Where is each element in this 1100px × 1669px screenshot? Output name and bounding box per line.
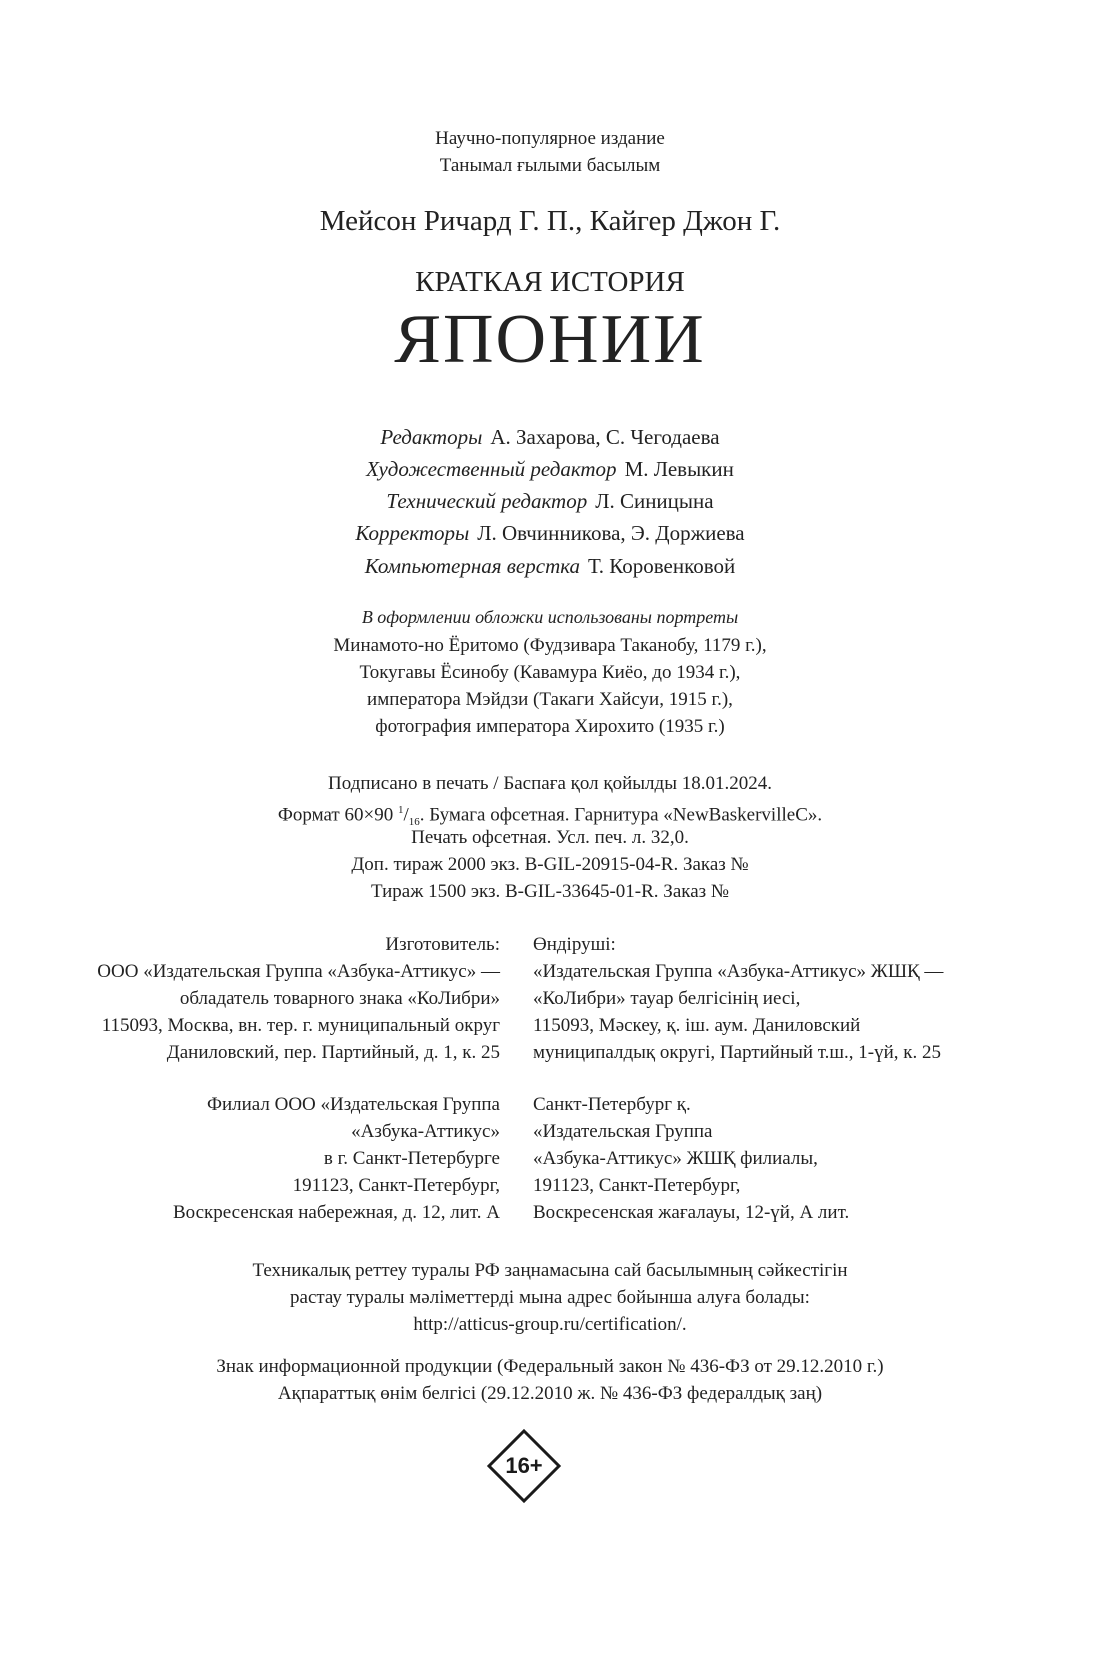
manufacturer-kz-line: Өндіруші: — [533, 934, 616, 955]
cover-line: Минамото-но Ёритомо (Фудзивара Таканобу, 1179 г.), — [333, 635, 767, 656]
certification-url: http://atticus-group.ru/certification/. — [413, 1314, 687, 1335]
manufacturer-kz-line: «КоЛибри» тауар белгісінің иесі, — [533, 988, 801, 1009]
genre-ru: Научно-популярное издание — [435, 128, 665, 149]
title-line1: КРАТКАЯ ИСТОРИЯ — [415, 266, 685, 298]
credit-name: М. Левыкин — [624, 457, 734, 481]
manufacturer-ru-line: Даниловский, пер. Партийный, д. 1, к. 25 — [166, 1042, 500, 1063]
branch-ru-line: 191123, Санкт-Петербург, — [292, 1175, 500, 1196]
print-line: Печать офсетная. Усл. печ. л. 32,0. — [411, 827, 689, 848]
format-slash: / — [403, 804, 409, 826]
run-line: Тираж 1500 экз. B-GIL-33645-01-R. Заказ № — [370, 881, 730, 902]
manufacturer-ru-line: ООО «Издательская Группа «Азбука-Аттикус» — — [97, 961, 500, 982]
extra-run-line: Доп. тираж 2000 экз. B-GIL-20915-04-R. Заказ № — [351, 854, 749, 875]
credit-role: Технический редактор — [386, 489, 588, 513]
credit-role: Художественный редактор — [366, 457, 617, 481]
branch-kz-line: «Издательская Группа — [533, 1121, 713, 1142]
certification-line: растау туралы мәліметтерді мына адрес бойынша алуға болады: — [290, 1287, 810, 1308]
format-numerator: 1 — [397, 804, 404, 816]
age-rating-text: 16+ — [505, 1453, 543, 1478]
branch-kz-line: Санкт-Петербург қ. — [533, 1094, 691, 1115]
credit-role: Корректоры — [355, 521, 470, 545]
signed-line: Подписано в печать / Баспаға қол қойылды 18.01.2024. — [328, 773, 772, 794]
manufacturer-ru-line: обладатель товарного знака «КоЛибри» — [179, 988, 500, 1009]
branch-kz-line: 191123, Санкт-Петербург, — [533, 1175, 741, 1196]
credit-role: Редакторы — [380, 425, 483, 449]
credit-art-editor — [0, 453, 1100, 485]
manufacturer-kz-line: 115093, Мәскеу, қ. іш. аум. Даниловский — [533, 1015, 861, 1036]
manufacturer-kz-line: «Издательская Группа «Азбука-Аттикус» ЖШҚ — — [533, 961, 944, 982]
branch-ru-line: в г. Санкт-Петербурге — [323, 1148, 500, 1169]
credit-name: Л. Синицына — [595, 489, 714, 513]
format-denominator: 16 — [408, 816, 420, 829]
branch-kz-line: Воскресенская жағалауы, 12-үй, А лит. — [533, 1202, 850, 1223]
credit-name: Л. Овчинникова, Э. Доржиева — [477, 521, 745, 545]
credit-tech-editor — [0, 485, 1100, 517]
info-sign-line: Знак информационной продукции (Федеральный закон № 436-ФЗ от 29.12.2010 г.) — [216, 1356, 884, 1377]
credit-layout — [0, 550, 1100, 582]
cover-heading: В оформлении обложки использованы портреты — [361, 607, 739, 627]
title-line2: ЯПОНИИ — [394, 301, 706, 378]
manufacturer-ru-line: 115093, Москва, вн. тер. г. муниципальный округ — [101, 1015, 500, 1036]
format-suffix: . Бумага офсетная. Гарнитура «NewBaskervilleC». — [419, 804, 823, 826]
cover-line: Токугавы Ёсинобу (Кавамура Киёо, до 1934 г.), — [359, 662, 741, 683]
manufacturer-kz-line: муниципалдық округі, Партийный т.ш., 1-үй, к. 25 — [533, 1042, 942, 1063]
branch-kz-line: «Азбука-Аттикус» ЖШҚ филиалы, — [533, 1148, 818, 1169]
authors: Мейсон Ричард Г. П., Кайгер Джон Г. — [319, 205, 781, 237]
credit-editors — [0, 421, 1100, 453]
cover-line: императора Мэйдзи (Такаги Хайсуи, 1915 г.), — [367, 689, 733, 710]
format-prefix: Формат 60×90 — [277, 804, 398, 826]
credit-role: Компьютерная верстка — [364, 554, 581, 578]
branch-ru-line: Воскресенская набережная, д. 12, лит. А — [172, 1202, 500, 1223]
genre-kz: Танымал ғылыми басылым — [439, 155, 661, 176]
credit-name: А. Захарова, С. Чегодаева — [490, 425, 720, 449]
credit-proofreaders — [0, 517, 1100, 549]
certification-line: Техникалық реттеу туралы РФ заңнамасына сай басылымның сәйкестігін — [252, 1260, 848, 1281]
manufacturer-ru-line: Изготовитель: — [385, 934, 500, 955]
cover-line: фотография императора Хирохито (1935 г.) — [375, 716, 725, 737]
branch-ru-line: Филиал ООО «Издательская Группа — [206, 1094, 500, 1115]
age-rating-badge — [486, 1428, 562, 1504]
branch-ru-line: «Азбука-Аттикус» — [351, 1121, 500, 1142]
info-sign-line: Ақпараттық өнім белгісі (29.12.2010 ж. № 436-ФЗ федералдық заң) — [277, 1383, 823, 1404]
credit-name: Т. Коровенковой — [588, 554, 736, 578]
